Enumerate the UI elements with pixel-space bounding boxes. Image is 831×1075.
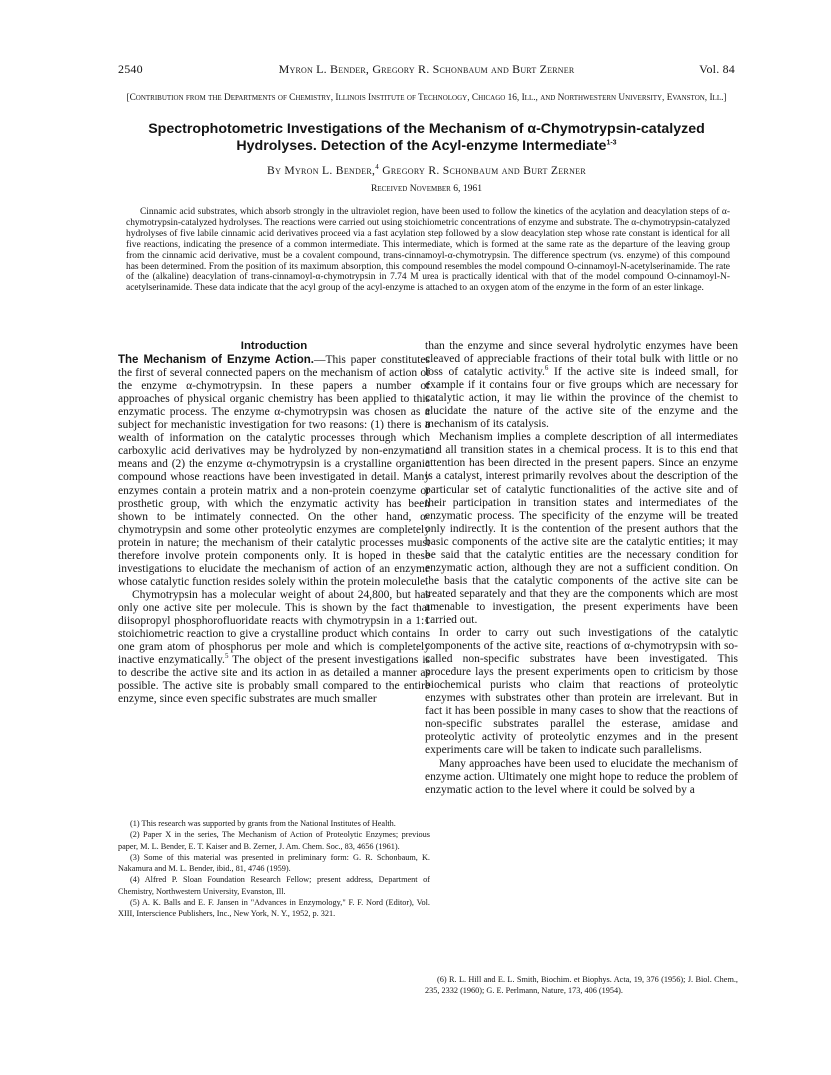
received-date: Received November 6, 1961 — [370, 183, 483, 194]
footnote: (3) Some of this material was presented in preliminary form: G. R. Schonbaum, K. Nakamura and M. L. Bender, ibid., 81, 4746 (1959). — [118, 852, 430, 874]
running-header — [118, 62, 735, 80]
volume-label: Vol. 84 — [699, 62, 735, 76]
page-number: 2540 — [118, 62, 143, 76]
paragraph: Mechanism implies a complete description of all intermediates and all transition states in a chemical process. It is to this end that attention has been directed in the present papers. Since an enzyme is a catalyst, interest primarily revolves about the description of the particular set of catalytic functionalities of the active site and of their participation in transition states and intermediates of the enzymatic process. The specificity of the enzyme will be treated only indirectly. It is the contention of the present authors that the basic components of the active site are the catalytic entities; it may be said that the catalytic entities are the necessary condition for enzymatic action, although they are not a sufficient condition. On the basis that the catalytic components of the active site can be treated separately and that they are the components which are most amenable to investigation, the present experiments have been carried out. — [425, 431, 738, 626]
footnote: (1) This research was supported by grants from the National Institutes of Health. — [130, 819, 396, 828]
byline-footnote-ref: 4 — [375, 163, 380, 172]
paragraph — [425, 340, 738, 431]
abstract: Cinnamic acid substrates, which absorb strongly in the ultraviolet region, have been used to follow the kinetics of the acylation and deacylation steps of α-chymotrypsin-catalyzed hydrolyses. The reactions were carried out using stoichiometric concentrations of enzyme and substrate. The α-chymotrypsin-catalyzed hydrolyses of five labile cinnamic acid derivatives proceed via a fast acylation step followed by a slow deacylation step whose rate constant is identical for all five reactions, indicating the presence of a common intermediate. This intermediate, which is formed at the same rate as the departure of the leaving group from the cinnamic acid derivative, must be a covalent compound, trans-cinnamoyl-α-chymotrypsin. The difference spectrum (vs. enzyme) of this compound has been determined. From the position of its maximum absorption, this compound resembles the model compound O-cinnamoyl-N-acetylserinamide. The rate of the (alkaline) deacylation of trans-cinnamoyl-α-chymotrypsin in 7.74 M urea is practically identical with that of the model compound O-cinnamoyl-N-acetylserinamide. These data indicate that the acyl group of the acyl-enzyme is attached to an oxygen atom of the enzyme in the form of an ester linkage. — [126, 207, 730, 294]
paragraph: Many approaches have been used to elucidate the mechanism of enzyme action. Ultimately one might hope to reduce the problem of enzymatic action to the level where it could be solved by a — [425, 757, 738, 796]
paragraph-text: The object of the present investigations is to describe the active site and its action in as detailed a manner as possible. The active site is probably small compared to the entire enzyme, since even specific substrates are much smaller — [118, 654, 430, 706]
right-column — [425, 340, 738, 797]
footnote: (2) Paper X in the series, The Mechanism of Action of Proteolytic Enzymes; previous paper, M. L. Bender, E. T. Kaiser and B. Zerner, J. Am. Chem. Soc., 83, 4656 (1961). — [118, 830, 430, 851]
title-footnote-ref: 1-3 — [606, 139, 617, 147]
footnote: (5) A. K. Balls and E. F. Jansen in "Advances in Enzymology," F. F. Nord (Editor), Vol. XIII, Interscience Publishers, Inc., New York, N. Y., 1952, p. 321. — [118, 898, 430, 919]
section-heading: Introduction — [240, 340, 308, 352]
paragraph-text: —This paper constitutes the first of several connected papers on the mechanism of action of the enzyme α-chymotrypsin. In these papers a number of approaches of physical organic chemistry has been applied to this enzymatic process. The enzyme α-chymotrypsin was chosen as a subject for mechanistic investigation for two reasons: (1) there is a wealth of information on the catalytic processes through which carboxylic acid derivatives may be hydrolyzed by non-enzymatic means and (2) the enzyme α-chymotrypsin is a crystalline organic compound whose reactions have been investigated in detail. Many enzymes contain a protein matrix and a non-protein coenzyme or prosthetic group, with which the enzymatic activity has been shown to be intimately connected. On the other hand, α-chymotrypsin and some other proteolytic enzymes are completely protein in nature; the mechanism of their catalytic processes must therefore involve protein components only. It is hoped in these investigations to elucidate the mechanism of action of an enzyme whose catalytic function resides solely within the protein molecule. — [118, 354, 430, 588]
byline-rest: Gregory R. Schonbaum and Burt Zerner — [379, 164, 586, 177]
footnote: (4) Alfred P. Sloan Foundation Research Fellow; present address, Department of Chemistry, Northwestern University, Evanston, Ill. — [118, 875, 430, 896]
paragraph: In order to carry out such investigations of the catalytic components of the active site, reactions of α-chymotrypsin with so-called non-specific substrates have been investigated. This procedure lays the present experiments open to criticism by those biochemical purists who claim that reactions of proteolytic enzymes with substrates other than protein are irrelevant. But in fact it has been possible in many cases to show that the reactions of non-specific substrates parallel the esterase, amidase and proteolytic activity of proteolytic enzymes and in the present experiments care will be taken to indicate such parallelisms. — [425, 627, 738, 757]
paragraph-text: than the enzyme and since several hydrolytic enzymes have been cleaved of appreciable fractions of their total bulk with little or no loss of catalytic activity. — [425, 340, 738, 379]
runin-heading: The Mechanism of Enzyme Action. — [118, 354, 314, 367]
footnote-ref: 6 — [544, 364, 549, 373]
byline-first: By Myron L. Bender, — [267, 164, 376, 177]
paragraph — [118, 354, 430, 589]
running-title: Myron L. Bender, Gregory R. Schonbaum and Burt Zerner — [278, 62, 575, 76]
article-title — [112, 121, 741, 155]
paragraph-text: Chymotrypsin has a molecular weight of about 24,800, but has only one active site per molecule. This is shown by the fact that diisopropyl phosphorofluoridate reacts with chymotrypsin in a 1:1 stoichiometric reaction to give a crystalline product which contains one gram atom of phosphorus per mole and which is completely inactive enzymatically. — [118, 588, 430, 667]
byline — [118, 164, 735, 177]
footnotes-left — [118, 818, 430, 920]
paragraph — [118, 589, 430, 706]
left-column — [118, 340, 430, 706]
paragraph-text: If the active site is indeed small, for example if it contains four or five groups which are necessary for catalytic action, it may lie within the province of the chemist to elucidate the nature of the active site of the enzyme and the mechanism of its catalysis. — [425, 366, 739, 431]
contribution-note: [Contribution from the Departments of Chemistry, Illinois Institute of Technology, Chicago 16, Ill., and Northwestern University, Evanston, Ill.] — [126, 93, 727, 103]
footnote: (6) R. L. Hill and E. L. Smith, Biochim. et Biophys. Acta, 19, 376 (1956); J. Biol. Chem., 235, 2332 (1960); G. E. Perlmann, Nature, 173, 406 (1954). — [425, 975, 738, 996]
footnotes-right — [425, 974, 738, 997]
footnote-ref: 5 — [224, 652, 229, 661]
article-title-text: Spectrophotometric Investigations of the Mechanism of α-Chymotrypsin-catalyzed Hydrolyses. Detection of the Acyl-enzyme Intermediate — [148, 121, 705, 154]
